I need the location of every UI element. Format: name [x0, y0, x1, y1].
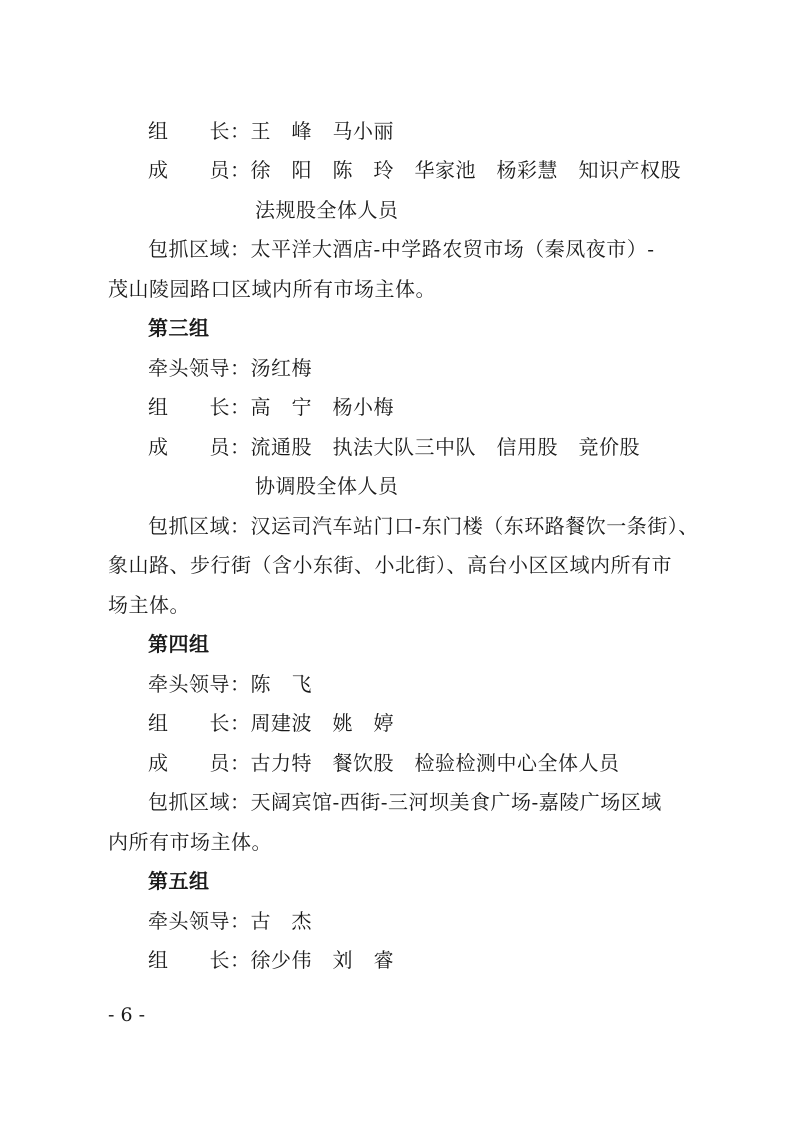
- group2-members-continuation: 法规股全体人员: [255, 198, 399, 222]
- group3-members-line: 成 员：流通股 执法大队三中队 信用股 竞价股: [148, 435, 640, 459]
- group2-area-continuation: 茂山陵园路口区域内所有市场主体。: [108, 277, 436, 301]
- group3-leader-line: 组 长：高 宁 杨小梅: [148, 395, 394, 419]
- group2-members-line: 成 员：徐 阳 陈 玲 华家池 杨彩慧 知识产权股: [148, 158, 681, 182]
- group5-lead-line: 牵头领导：古 杰: [148, 909, 312, 933]
- group5-heading: 第五组: [148, 869, 210, 893]
- group4-area-continuation: 内所有市场主体。: [108, 830, 272, 854]
- group3-area-line: 包抓区域：汉运司汽车站门口-东门楼（东环路餐饮一条街）、: [148, 514, 699, 538]
- group2-area-line: 包抓区域：太平洋大酒店-中学路农贸市场（秦凤夜市）-: [148, 237, 655, 261]
- group3-area-continuation-2: 场主体。: [108, 593, 190, 617]
- group4-heading: 第四组: [148, 632, 210, 656]
- group3-heading: 第三组: [148, 316, 210, 340]
- group4-lead-line: 牵头领导：陈 飞: [148, 672, 312, 696]
- group3-area-continuation-1: 象山路、步行街（含小东街、小北街）、高台小区区域内所有市: [108, 553, 672, 577]
- group4-area-line: 包抓区域：天阔宾馆-西街-三河坝美食广场-嘉陵广场区域: [148, 790, 662, 814]
- group4-leader-line: 组 长：周建波 姚 婷: [148, 711, 394, 735]
- page-number: - 6 -: [108, 1004, 146, 1026]
- group3-members-continuation: 协调股全体人员: [255, 474, 399, 498]
- group4-members-line: 成 员：古力特 餐饮股 检验检测中心全体人员: [148, 751, 620, 775]
- group3-lead-line: 牵头领导：汤红梅: [148, 356, 312, 380]
- group2-leader-line: 组 长：王 峰 马小丽: [148, 119, 394, 143]
- group5-leader-line: 组 长：徐少伟 刘 睿: [148, 948, 394, 972]
